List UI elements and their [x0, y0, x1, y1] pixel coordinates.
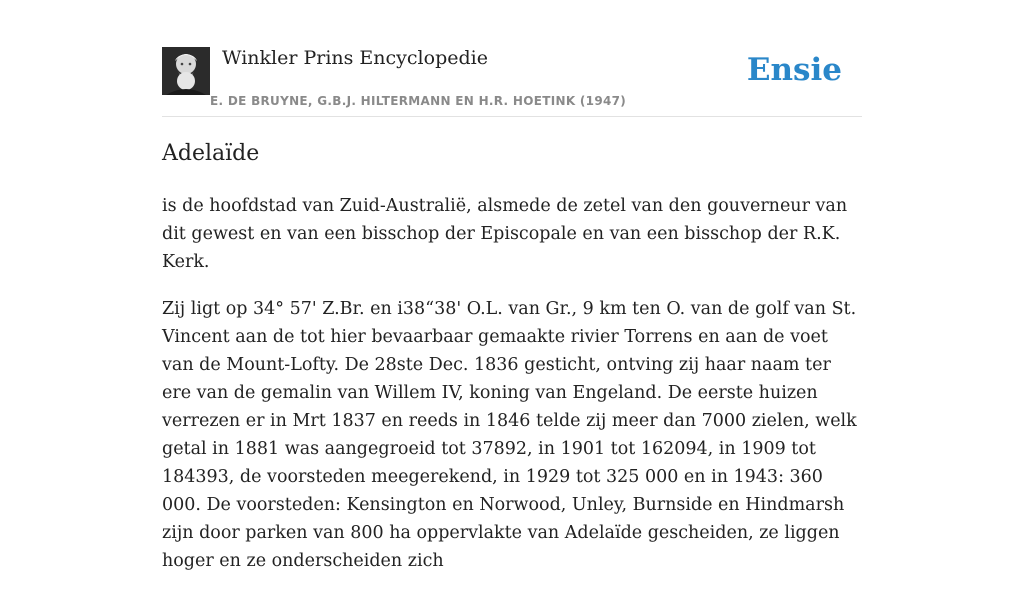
portrait-avatar-icon [162, 47, 210, 95]
ensie-logo[interactable]: Ensie [746, 52, 842, 88]
article-paragraph: is de hoofdstad van Zuid-Australië, alsmede de zetel van den gouverneur van dit gewest en van een bisschop der Episcopale en van een bisschop der R.K. Kerk. [162, 196, 848, 272]
article-body [162, 192, 862, 594]
source-header [162, 46, 862, 117]
author-avatar[interactable] [162, 47, 210, 95]
article-title: Adelaïde [162, 141, 260, 166]
source-authors: E. DE BRUYNE, G.B.J. HILTERMANN EN H.R. HOETINK (1947) [210, 94, 627, 108]
article-paragraph: Zij ligt op 34° 57' Z.Br. en i38“38' O.L. van Gr., 9 km ten O. van de golf van St. Vincent aan de tot hier bevaarbaar gemaakte rivier Torrens en aan de voet van de Mount-Lofty. De 28ste Dec. 1836 gesticht, ontving zij haar naam ter ere van de gemalin van Willem IV, koning van Engeland. De eerste huizen verrezen er in Mrt 1837 en reeds in 1846 telde zij meer dan 7000 zielen, welk getal in 1881 was aangegroeid tot 37892, in 1901 tot 162094, in 1909 tot 184393, de voorsteden meegerekend, in 1929 tot 325 000 en in 1943: 360 000. De voorsteden: Kensington en Norwood, Unley, Burnside en Hindmarsh zijn door parken van 800 ha oppervlakte van Adelaïde gescheiden, ze liggen hoger en ze onderscheiden zich [162, 299, 857, 571]
source-title[interactable]: Winkler Prins Encyclopedie [222, 47, 488, 69]
